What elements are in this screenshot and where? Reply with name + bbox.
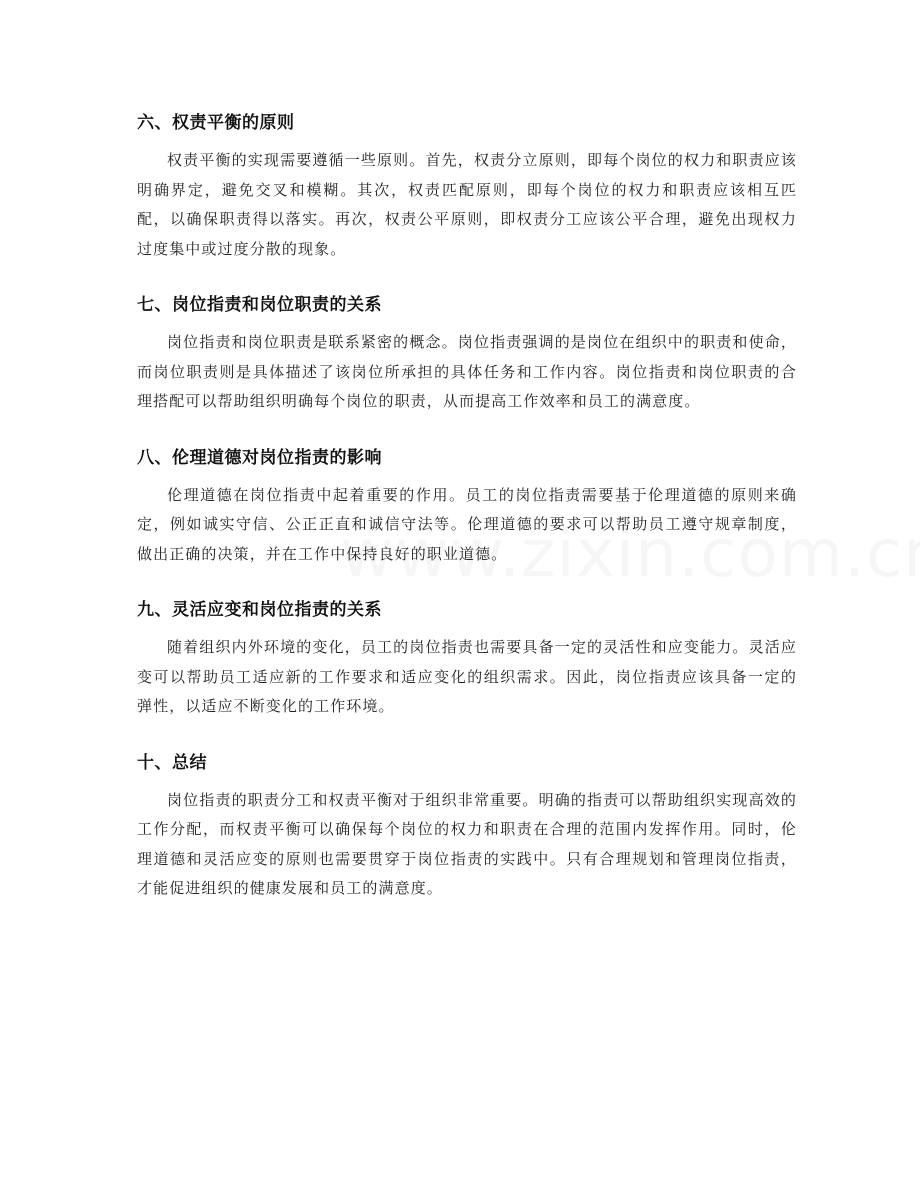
section-8	[137, 435, 797, 570]
section-6	[137, 100, 797, 264]
section-paragraph: 岗位指责的职责分工和权责平衡对于组织非常重要。明确的指责可以帮助组织实现高效的工作分配，而权责平衡可以确保每个岗位的权力和职责在合理的范围内发挥作用。同时，伦理道德和灵活应变的原则也需要贯穿于岗位指责的实践中。只有合理规划和管理岗位指责，才能促进组织的健康发展和员工的满意度。	[137, 790, 797, 897]
section-title: 九、灵活应变和岗位指责的关系	[137, 600, 382, 620]
section-paragraph: 伦理道德在岗位指责中起着重要的作用。员工的岗位指责需要基于伦理道德的原则来确定，例如诚实守信、公正正直和诚信守法等。伦理道德的要求可以帮助员工遵守规章制度，做出正确的决策，并在工作中保持良好的职业道德。	[137, 485, 797, 563]
section-paragraph: 岗位指责和岗位职责是联系紧密的概念。岗位指责强调的是岗位在组织中的职责和使命，而岗位职责则是具体描述了该岗位所承担的具体任务和工作内容。岗位指责和岗位职责的合理搭配可以帮助组织明确每个岗位的职责，从而提高工作效率和员工的满意度。	[137, 333, 797, 410]
section-paragraph: 随着组织内外环境的变化，员工的岗位指责也需要具备一定的灵活性和应变能力。灵活应变可以帮助员工适应新的工作要求和适应变化的组织需求。因此，岗位指责应该具备一定的弹性，以适应不断变化的工作环境。	[137, 638, 797, 715]
section-title: 六、权责平衡的原则	[137, 113, 295, 133]
section-7	[137, 282, 797, 417]
section-title: 八、伦理道德对岗位指责的影响	[137, 447, 382, 468]
section-10	[137, 740, 797, 904]
section-title: 七、岗位指责和岗位职责的关系	[137, 295, 382, 315]
section-9	[137, 587, 797, 722]
section-title: 十、总结	[137, 752, 207, 773]
section-paragraph: 权责平衡的实现需要遵循一些原则。首先，权责分立原则，即每个岗位的权力和职责应该明确界定，避免交叉和模糊。其次，权责匹配原则，即每个岗位的权力和职责应该相互匹配，以确保职责得以落实。再次，权责公平原则，即权责分工应该公平合理，避免出现权力过度集中或过度分散的现象。	[137, 151, 797, 258]
document-body	[137, 100, 797, 922]
